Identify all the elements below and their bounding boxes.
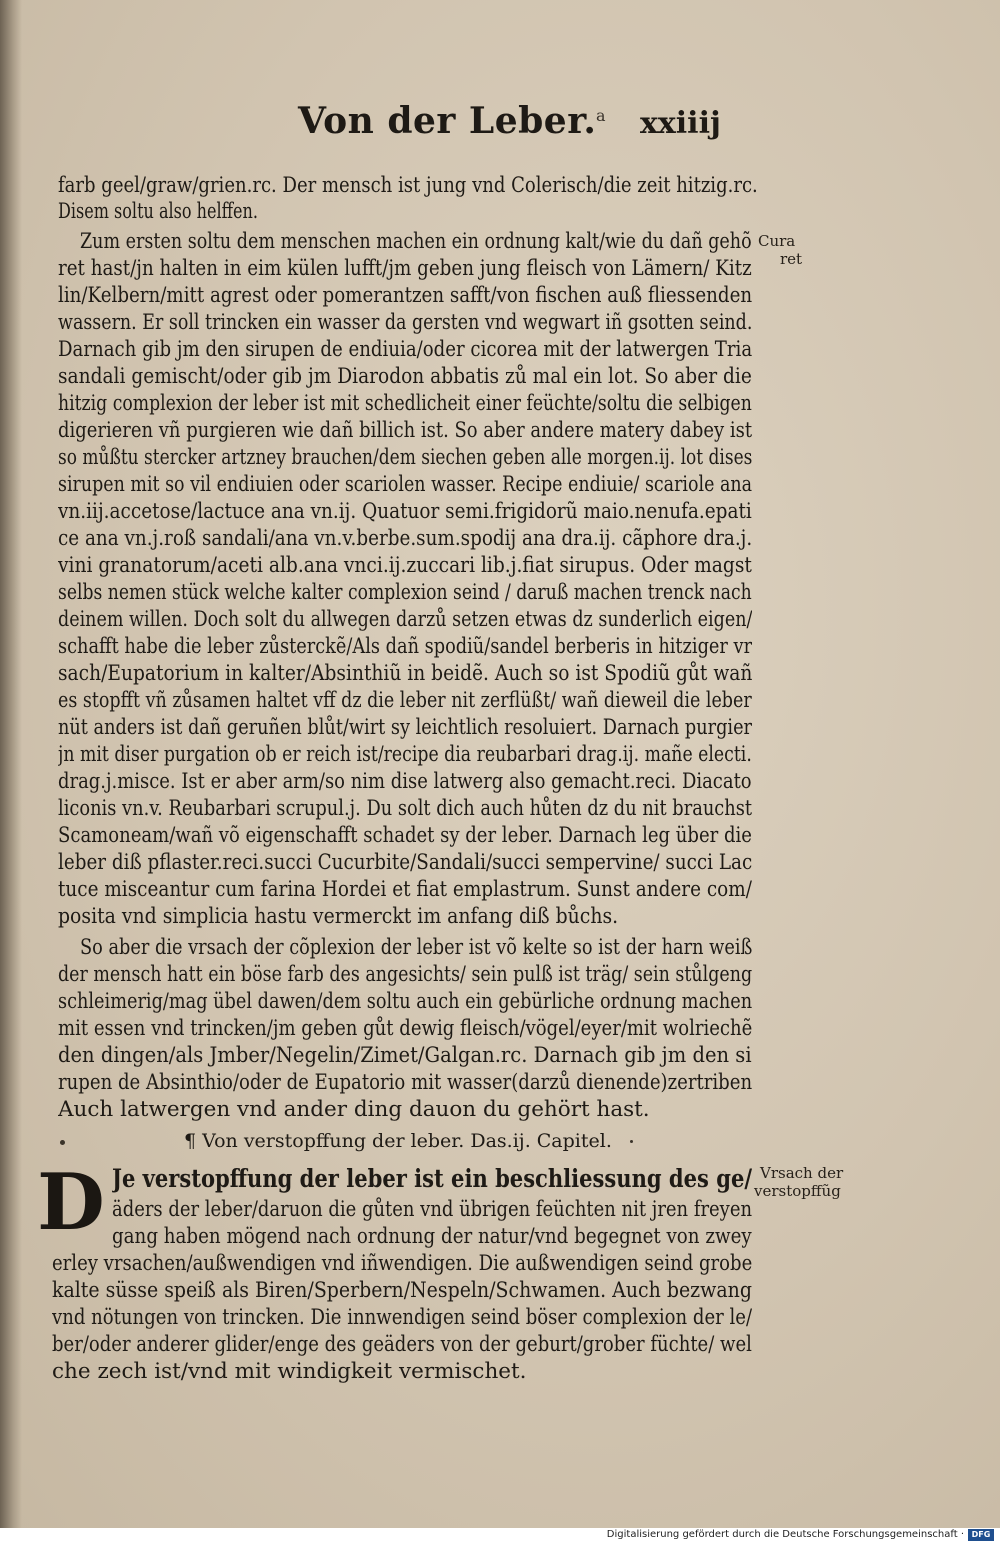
trailing-dot	[630, 1140, 633, 1143]
body-line-4: ret hast/jn halten in eim külen lufft/jm geben jung fleisch von Lämern/ Kitz	[58, 256, 752, 281]
footer-credit-text: Digitalisierung gefördert durch die Deutsche Forschungsgemeinschaft ·	[606, 1529, 964, 1540]
body-line-2: Disem soltu also helffen.	[58, 199, 258, 224]
body-line-22: jn mit diser purgation ob er reich ist/recipe dia reubarbari drag.ij. mañe electi.	[58, 742, 752, 767]
body-line-16: selbs nemen stück welche kalter complexion seind / daruß machen trenck nach	[58, 580, 752, 605]
chapter-line-6: vnd nötungen von trincken. Die innwendigen seind böser complexion der le/	[52, 1305, 752, 1330]
margin-note-cura-2: ret	[780, 250, 803, 268]
body-line-5: lin/Kelbern/mitt agrest oder pomerantzen safft/von fischen auß fliessenden	[58, 283, 752, 308]
body-line-29: So aber die vrsach der cõplexion der leber ist võ kelte so ist der harn weiß	[80, 935, 752, 960]
body-line-35: Auch latwergen vnd ander ding dauon du gehört hast.	[58, 1097, 650, 1122]
body-line-24: liconis vn.v. Reubarbari scrupul.j. Du solt dich auch hůten dz du nit brauchst	[58, 796, 752, 821]
body-line-28: posita vnd simplicia hastu vermerckt im anfang diß bůchs.	[58, 904, 618, 929]
body-line-33: den dingen/als Jmber/Negelin/Zimet/Galgan.rc. Darnach gib jm den si	[58, 1043, 752, 1068]
binding-gutter	[0, 0, 22, 1528]
body-line-14: ce ana vn.j.roß sandali/ana vn.v.berbe.sum.spodij ana dra.ij. cãphore dra.j.	[58, 526, 752, 551]
chapter-line-8: che zech ist/vnd mit windigkeit vermischet.	[52, 1359, 527, 1384]
chapter-line-1: Je verstopffung der leber ist ein beschliessung des ge/	[112, 1164, 752, 1193]
body-line-34: rupen de Absinthio/oder de Eupatorio mit wasser(darzů dienende)zertriben	[58, 1070, 752, 1095]
margin-note-vrsach-2: verstopffũg	[754, 1182, 841, 1200]
body-line-12: sirupen mit so vil endiuien oder scariolen wasser. Recipe endiuie/ scariole ana	[58, 472, 752, 497]
margin-note-vrsach-1: Vrsach der	[760, 1164, 844, 1182]
body-line-23: drag.j.misce. Ist er aber arm/so nim dise latwerg also gemacht.reci. Diacato	[58, 769, 752, 794]
body-line-25: Scamoneam/wañ võ eigenschafft schadet sy der leber. Darnach leg über die	[58, 823, 752, 848]
body-line-6: wassern. Er soll trincken ein wasser da gersten vnd wegwart iñ gsotten seind.	[58, 310, 752, 335]
running-head-mark: a	[596, 106, 606, 125]
body-line-19: sach/Eupatorium in kalter/Absinthiũ in beidẽ. Auch so ist Spodiũ gůt wañ	[58, 661, 752, 686]
body-line-9: hitzig complexion der leber ist mit schedlicheit einer feüchte/soltu die selbigen	[58, 391, 752, 416]
body-line-13: vn.iij.accetose/lactuce ana vn.ij. Quatuor semi.frigidorũ maio.nenufa.epati	[58, 499, 752, 524]
chapter-line-7: ber/oder anderer glider/enge des geäders von der geburt/grober füchte/ wel	[52, 1332, 752, 1357]
body-line-8: sandali gemischt/oder gib jm Diarodon abbatis zů mal ein lot. So aber die	[58, 364, 752, 389]
digitization-footer	[0, 1528, 1000, 1542]
body-line-30: der mensch hatt ein böse farb des angesichts/ sein pulß ist träg/ sein stůlgeng	[58, 962, 752, 987]
margin-note-cura: Cura	[758, 232, 796, 250]
folio-number: xxiiij	[640, 106, 721, 141]
chapter-line-5: kalte süsse speiß als Biren/Sperbern/Nespeln/Schwamen. Auch bezwang	[52, 1278, 752, 1303]
body-line-32: mit essen vnd trincken/jm geben gůt dewig fleisch/vögel/eyer/mit wolriechẽ	[58, 1016, 752, 1041]
body-line-31: schleimerig/mag übel dawen/dem soltu auch ein gebürliche ordnung machen	[58, 989, 752, 1014]
body-line-10: digerieren vñ purgieren wie dañ billich ist. So aber andere matery dabey ist	[58, 418, 752, 443]
body-line-11: so můßtu stercker artzney brauchen/dem siechen geben alle morgen.ij. lot dises	[58, 445, 752, 470]
body-line-21: nüt anders ist dañ geruñen blůt/wirt sy leichtlich resoluiert. Darnach purgier	[58, 715, 752, 740]
body-line-20: es stopfft vñ zůsamen haltet vff dz die leber nit zerflüßt/ wañ dieweil die leber	[58, 688, 752, 713]
bullet-dot	[60, 1140, 65, 1145]
body-line-15: vini granatorum/aceti alb.ana vnci.ij.zuccari lib.j.fiat sirupus. Oder magst	[58, 553, 752, 578]
decorated-initial: D	[37, 1157, 105, 1248]
body-line-7: Darnach gib jm den sirupen de endiuia/oder cicorea mit der latwergen Tria	[58, 337, 752, 362]
body-line-18: schafft habe die leber zůsterckẽ/Als dañ spodiũ/sandel berberis in hitziger vr	[58, 634, 752, 659]
chapter-line-3: gang haben mögend nach ordnung der natur/vnd begegnet von zwey	[112, 1224, 752, 1249]
running-head-title: Von der Leber.	[298, 100, 597, 142]
dfg-logo-icon: DFG	[968, 1529, 994, 1541]
body-line-26: leber diß pflaster.reci.succi Cucurbite/Sandali/succi sempervine/ succi Lac	[58, 850, 752, 875]
chapter-heading: ¶ Von verstopffung der leber. Das.ij. Capitel.	[184, 1130, 612, 1152]
body-line-1: farb geel/graw/grien.rc. Der mensch ist jung vnd Colerisch/die zeit hitzig.rc.	[58, 173, 758, 198]
body-line-3: Zum ersten soltu dem menschen machen ein ordnung kalt/wie du dañ gehõ	[80, 229, 752, 254]
body-line-17: deinem willen. Doch solt du allwegen darzů setzen etwas dz sunderlich eigen/	[58, 607, 752, 632]
chapter-line-4: erley vrsachen/außwendigen vnd iñwendigen. Die außwendigen seind grobe	[52, 1251, 752, 1276]
body-line-27: tuce misceantur cum farina Hordei et fiat emplastrum. Sunst andere com/	[58, 877, 752, 902]
chapter-line-2: äders der leber/daruon die gůten vnd übrigen feüchten nit jren freyen	[112, 1197, 752, 1222]
